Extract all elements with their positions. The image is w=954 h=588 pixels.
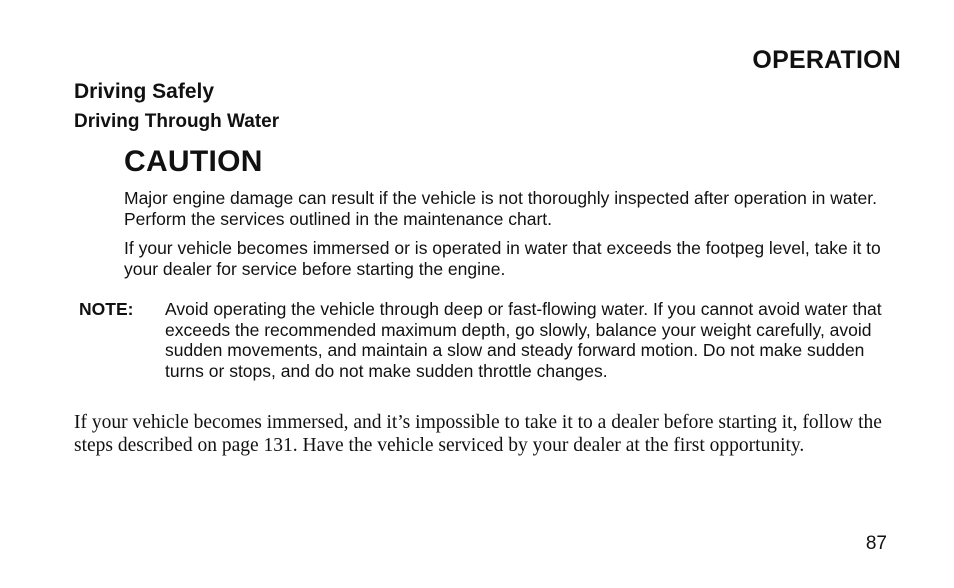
heading-driving-safely: Driving Safely [74,80,215,103]
caution-paragraph-2: If your vehicle becomes immersed or is operated in water that exceeds the footpeg level, take it to your dealer for service before starting the engine. [124,238,881,279]
section-header: OPERATION [752,46,901,74]
caution-paragraph-1: Major engine damage can result if the vehicle is not thoroughly inspected after operation in water. Perform the services outlined in the maintenance chart. [124,188,877,229]
note-label: NOTE: [79,299,134,319]
body-paragraph: If your vehicle becomes immersed, and it’s impossible to take it to a dealer before starting it, follow the steps described on page 131. Have the vehicle serviced by your dealer at the first opportunity. [74,412,882,456]
caution-title: CAUTION [124,145,263,178]
subheading-driving-through-water: Driving Through Water [74,111,280,132]
note-text: Avoid operating the vehicle through deep or fast-flowing water. If you cannot avoid water that exceeds the recommended maximum depth, go slowly, balance your weight carefully, avoid sudden movements, and maintain a slow and steady forward motion. Do not make sudden turns or stops, and do not make sudden throttle changes. [165,299,882,381]
page-number: 87 [865,533,887,554]
